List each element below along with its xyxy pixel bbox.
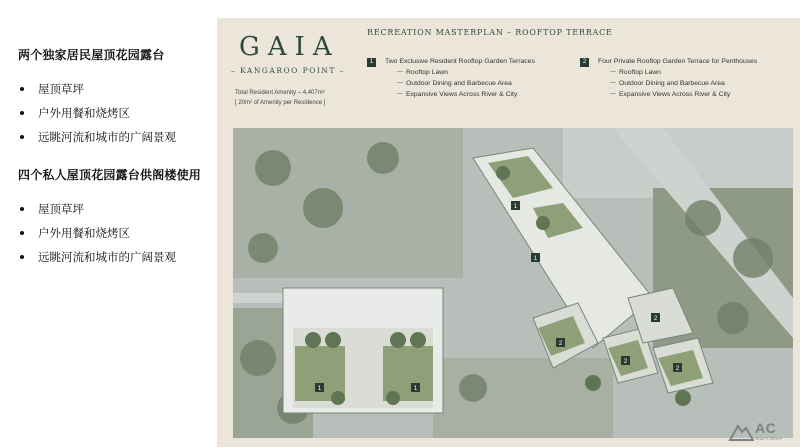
legend-items [397, 67, 535, 100]
legend-items [610, 67, 757, 100]
section1-list [18, 80, 218, 152]
plan-marker-label: 2 [623, 359, 628, 365]
plan-marker-label: 1 [413, 386, 418, 392]
rooftop-site-plan [233, 128, 793, 438]
logo-wordmark: GAIA [239, 32, 340, 62]
legend-item: — Outdoor Dining and Barbecue Area [397, 78, 535, 89]
amenity-info [235, 88, 325, 108]
legend-item: — Rooftop Lawn [397, 67, 535, 78]
legend-number-badge: 2 [580, 58, 589, 67]
amenity-per-residence: [ 20m² of Amenity per Residence ] [235, 100, 326, 106]
brand-name: AC [755, 420, 777, 436]
masterplan-heading: RECREATION MASTERPLAN – ROOFTOP TERRACE [367, 28, 613, 37]
brand-subtitle: REALTY GROUP [755, 437, 783, 441]
list-item: 远眺河流和城市的广阔景观 [18, 128, 218, 152]
amenity-total: Total Resident Amenity – 4,407m² [235, 90, 325, 96]
list-item: 户外用餐和烧烤区 [18, 104, 218, 128]
list-item: 户外用餐和烧烤区 [18, 224, 218, 248]
plan-marker-label: 2 [558, 341, 563, 347]
legend-resident-terraces [367, 56, 535, 100]
legend-title: Four Private Rooftop Garden Terrace for Penthouses [598, 58, 758, 65]
legend-title: Two Exclusive Resident Rooftop Garden Terraces [385, 58, 535, 65]
section2-list [18, 200, 218, 272]
list-item: 屋顶草坪 [18, 80, 218, 104]
list-item: 远眺河流和城市的广阔景观 [18, 248, 218, 272]
masterplan-panel [217, 18, 800, 447]
chinese-summary [18, 46, 218, 272]
legend-item: — Rooftop Lawn [610, 67, 757, 78]
plan-marker-label: 2 [675, 366, 680, 372]
plan-marker-label: 2 [653, 316, 658, 322]
plan-marker-label: 1 [533, 256, 538, 262]
plan-marker-label: 1 [317, 386, 322, 392]
plan-marker-label: 1 [513, 204, 518, 210]
legend-penthouse-terraces [580, 56, 757, 100]
list-item: 屋顶草坪 [18, 200, 218, 224]
logo-subtitle: – KANGAROO POINT – [231, 66, 346, 75]
section2-title: 四个私人屋顶花园露台供阁楼使用 [18, 168, 202, 182]
legend-item: — Outdoor Dining and Barbecue Area [610, 78, 757, 89]
legend-item: — Expansive Views Across River & City [397, 89, 535, 100]
ac-realty-logo [728, 418, 800, 447]
section1-title: 两个独家居民屋顶花园露台 [18, 48, 165, 62]
gaia-logo [231, 32, 346, 75]
legend-item: — Expansive Views Across River & City [610, 89, 757, 100]
legend-number-badge: 1 [367, 58, 376, 67]
ac-mountain-icon [728, 418, 754, 444]
